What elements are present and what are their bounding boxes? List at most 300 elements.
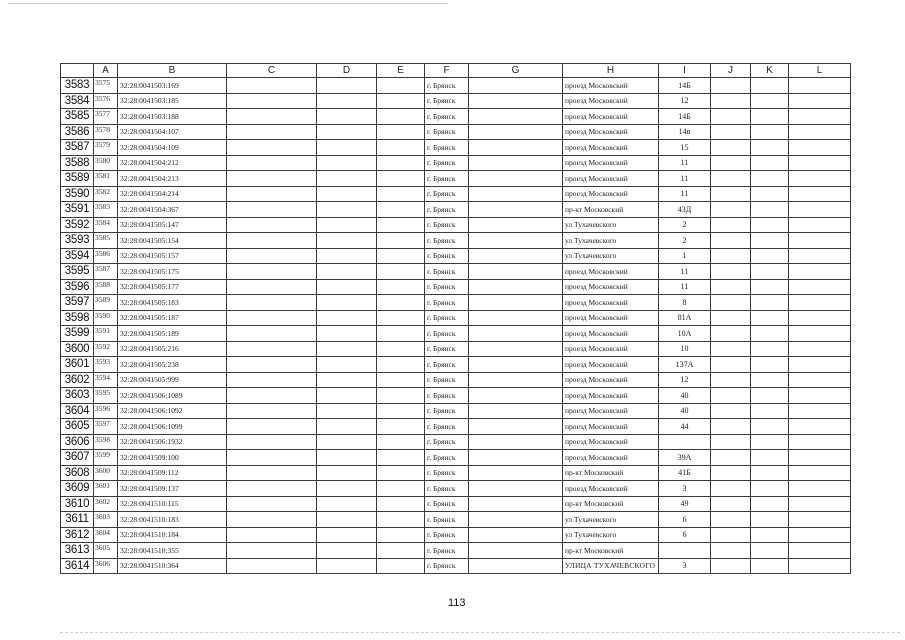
empty-cell-j <box>711 527 751 543</box>
empty-cell-d <box>317 434 377 450</box>
top-rule <box>8 3 448 4</box>
cadastral-number-cell: 32:28:0041510:355 <box>118 543 227 559</box>
table-row <box>61 543 851 559</box>
row-number-cell: 3596 <box>61 279 94 295</box>
cadastral-number-cell: 32:28:0041510:115 <box>118 496 227 512</box>
empty-cell-j <box>711 512 751 528</box>
street-cell: ул Тухачевского <box>563 233 659 249</box>
table-row <box>61 295 851 311</box>
street-cell: пр-кт Московский <box>563 465 659 481</box>
city-cell: г. Брянск <box>425 326 469 342</box>
empty-cell-d <box>317 217 377 233</box>
house-number-cell <box>659 434 711 450</box>
table-row <box>61 171 851 187</box>
empty-cell-j <box>711 558 751 574</box>
empty-cell-k <box>751 78 789 94</box>
empty-cell-d <box>317 109 377 125</box>
empty-cell-k <box>751 93 789 109</box>
index-cell: 3582 <box>94 186 118 202</box>
empty-cell-g <box>469 248 563 264</box>
empty-cell-g <box>469 186 563 202</box>
street-cell: ул Тухачевского <box>563 512 659 528</box>
empty-cell-l <box>789 403 851 419</box>
index-cell: 3589 <box>94 295 118 311</box>
row-number-cell: 3607 <box>61 450 94 466</box>
row-number-cell: 3598 <box>61 310 94 326</box>
cadastral-number-cell: 32:28:0041505:154 <box>118 233 227 249</box>
table-row <box>61 388 851 404</box>
empty-cell-e <box>377 202 425 218</box>
house-number-cell: 14Б <box>659 78 711 94</box>
empty-cell-c <box>227 388 317 404</box>
row-number-cell: 3601 <box>61 357 94 373</box>
city-cell: г. Брянск <box>425 140 469 156</box>
index-cell: 3595 <box>94 388 118 404</box>
row-number-cell: 3587 <box>61 140 94 156</box>
empty-cell-c <box>227 434 317 450</box>
cadastral-number-cell: 32:28:0041504:109 <box>118 140 227 156</box>
empty-cell-e <box>377 496 425 512</box>
table-row <box>61 450 851 466</box>
empty-cell-d <box>317 295 377 311</box>
cadastral-number-cell: 32:28:0041505:216 <box>118 341 227 357</box>
column-header-f: F <box>425 64 469 78</box>
row-number-cell: 3611 <box>61 512 94 528</box>
empty-cell-e <box>377 233 425 249</box>
city-cell: г. Брянск <box>425 186 469 202</box>
empty-cell-d <box>317 155 377 171</box>
empty-cell-l <box>789 434 851 450</box>
empty-cell-k <box>751 403 789 419</box>
table-row <box>61 527 851 543</box>
empty-cell-j <box>711 403 751 419</box>
city-cell: г. Брянск <box>425 450 469 466</box>
cadastral-number-cell: 32:28:0041505:177 <box>118 279 227 295</box>
empty-cell-l <box>789 233 851 249</box>
empty-cell-k <box>751 419 789 435</box>
street-cell: пр-кт Московский <box>563 202 659 218</box>
street-cell: ул Тухачевского <box>563 527 659 543</box>
empty-cell-e <box>377 512 425 528</box>
empty-cell-g <box>469 419 563 435</box>
cadastral-number-cell: 32:28:0041505:999 <box>118 372 227 388</box>
index-cell: 3594 <box>94 372 118 388</box>
house-number-cell: 137А <box>659 357 711 373</box>
empty-cell-k <box>751 233 789 249</box>
empty-cell-d <box>317 403 377 419</box>
empty-cell-e <box>377 450 425 466</box>
column-header-h: H <box>563 64 659 78</box>
cadastral-number-cell: 32:28:0041509:137 <box>118 481 227 497</box>
house-number-cell: 11 <box>659 186 711 202</box>
cadastral-number-cell: 32:28:0041510:183 <box>118 512 227 528</box>
cadastral-number-cell: 32:28:0041504:367 <box>118 202 227 218</box>
house-number-cell: 8 <box>659 295 711 311</box>
house-number-cell: 12 <box>659 372 711 388</box>
street-cell: проезд Московский <box>563 279 659 295</box>
empty-cell-l <box>789 481 851 497</box>
empty-cell-c <box>227 558 317 574</box>
empty-cell-j <box>711 279 751 295</box>
empty-cell-l <box>789 295 851 311</box>
table-row <box>61 419 851 435</box>
cadastral-number-cell: 32:28:0041503:169 <box>118 78 227 94</box>
cadastral-number-cell: 32:28:0041506:1092 <box>118 403 227 419</box>
row-number-cell: 3583 <box>61 78 94 94</box>
table-row <box>61 202 851 218</box>
empty-cell-c <box>227 310 317 326</box>
empty-cell-k <box>751 434 789 450</box>
empty-cell-k <box>751 527 789 543</box>
empty-cell-d <box>317 527 377 543</box>
cadastral-number-cell: 32:28:0041505:238 <box>118 357 227 373</box>
empty-cell-l <box>789 140 851 156</box>
empty-cell-j <box>711 465 751 481</box>
empty-cell-d <box>317 558 377 574</box>
city-cell: г. Брянск <box>425 465 469 481</box>
city-cell: г. Брянск <box>425 419 469 435</box>
row-number-cell: 3586 <box>61 124 94 140</box>
empty-cell-g <box>469 264 563 280</box>
empty-cell-k <box>751 248 789 264</box>
house-number-cell: 40 <box>659 388 711 404</box>
empty-cell-l <box>789 496 851 512</box>
empty-cell-c <box>227 419 317 435</box>
empty-cell-l <box>789 419 851 435</box>
table-row <box>61 124 851 140</box>
index-cell: 3606 <box>94 558 118 574</box>
empty-cell-d <box>317 496 377 512</box>
row-number-cell: 3585 <box>61 109 94 125</box>
empty-cell-d <box>317 326 377 342</box>
empty-cell-e <box>377 155 425 171</box>
city-cell: г. Брянск <box>425 78 469 94</box>
cadastral-number-cell: 32:28:0041506:1089 <box>118 388 227 404</box>
empty-cell-g <box>469 527 563 543</box>
empty-cell-j <box>711 78 751 94</box>
cadastral-number-cell: 32:28:0041506:1099 <box>118 419 227 435</box>
empty-cell-k <box>751 496 789 512</box>
empty-cell-l <box>789 217 851 233</box>
cadastral-number-cell: 32:28:0041505:175 <box>118 264 227 280</box>
empty-cell-c <box>227 326 317 342</box>
empty-cell-j <box>711 388 751 404</box>
house-number-cell: 1 <box>659 248 711 264</box>
empty-cell-g <box>469 357 563 373</box>
index-cell: 3590 <box>94 310 118 326</box>
empty-cell-g <box>469 512 563 528</box>
empty-cell-d <box>317 78 377 94</box>
empty-cell-k <box>751 140 789 156</box>
row-number-cell: 3613 <box>61 543 94 559</box>
cadastral-number-cell: 32:28:0041510:184 <box>118 527 227 543</box>
column-header-i: I <box>659 64 711 78</box>
empty-cell-l <box>789 558 851 574</box>
empty-cell-e <box>377 78 425 94</box>
house-number-cell: 49 <box>659 496 711 512</box>
empty-cell-j <box>711 496 751 512</box>
empty-cell-e <box>377 326 425 342</box>
house-number-cell: 44 <box>659 419 711 435</box>
empty-cell-d <box>317 202 377 218</box>
empty-cell-c <box>227 140 317 156</box>
empty-cell-j <box>711 481 751 497</box>
row-number-cell: 3590 <box>61 186 94 202</box>
row-number-cell: 3597 <box>61 295 94 311</box>
column-header-d: D <box>317 64 377 78</box>
row-number-cell: 3589 <box>61 171 94 187</box>
city-cell: г. Брянск <box>425 264 469 280</box>
empty-cell-c <box>227 78 317 94</box>
table-row <box>61 481 851 497</box>
table-row <box>61 326 851 342</box>
street-cell: проезд Московский <box>563 450 659 466</box>
index-cell: 3605 <box>94 543 118 559</box>
empty-cell-c <box>227 481 317 497</box>
index-cell: 3578 <box>94 124 118 140</box>
index-cell: 3577 <box>94 109 118 125</box>
street-cell: проезд Московский <box>563 310 659 326</box>
empty-cell-e <box>377 310 425 326</box>
row-number-cell: 3602 <box>61 372 94 388</box>
empty-cell-e <box>377 264 425 280</box>
empty-cell-g <box>469 233 563 249</box>
row-number-cell: 3612 <box>61 527 94 543</box>
empty-cell-g <box>469 93 563 109</box>
empty-cell-g <box>469 310 563 326</box>
cadastral-number-cell: 32:28:0041510:364 <box>118 558 227 574</box>
empty-cell-g <box>469 558 563 574</box>
cadastral-number-cell: 32:28:0041504:212 <box>118 155 227 171</box>
table-row <box>61 155 851 171</box>
empty-cell-l <box>789 357 851 373</box>
empty-cell-c <box>227 341 317 357</box>
empty-cell-g <box>469 217 563 233</box>
cadastral-number-cell: 32:28:0041503:185 <box>118 93 227 109</box>
cadastral-number-cell: 32:28:0041504:213 <box>118 171 227 187</box>
empty-cell-k <box>751 450 789 466</box>
empty-cell-j <box>711 124 751 140</box>
empty-cell-l <box>789 465 851 481</box>
house-number-cell: 39А <box>659 450 711 466</box>
cadastral-number-cell: 32:28:0041505:183 <box>118 295 227 311</box>
street-cell: проезд Московский <box>563 372 659 388</box>
row-number-cell: 3614 <box>61 558 94 574</box>
empty-cell-d <box>317 388 377 404</box>
index-cell: 3599 <box>94 450 118 466</box>
index-cell: 3591 <box>94 326 118 342</box>
table-row <box>61 93 851 109</box>
empty-cell-d <box>317 93 377 109</box>
empty-cell-j <box>711 450 751 466</box>
row-number-cell: 3603 <box>61 388 94 404</box>
column-header-e: E <box>377 64 425 78</box>
empty-cell-e <box>377 124 425 140</box>
empty-cell-e <box>377 279 425 295</box>
empty-cell-l <box>789 372 851 388</box>
empty-cell-g <box>469 341 563 357</box>
city-cell: г. Брянск <box>425 403 469 419</box>
city-cell: г. Брянск <box>425 279 469 295</box>
index-cell: 3575 <box>94 78 118 94</box>
table-row <box>61 434 851 450</box>
row-number-cell: 3600 <box>61 341 94 357</box>
house-number-cell: 3 <box>659 558 711 574</box>
empty-cell-l <box>789 341 851 357</box>
house-number-cell: 10 <box>659 341 711 357</box>
empty-cell-g <box>469 279 563 295</box>
empty-cell-k <box>751 171 789 187</box>
empty-cell-c <box>227 512 317 528</box>
street-cell: проезд Московский <box>563 434 659 450</box>
cadastral-number-cell: 32:28:0041505:147 <box>118 217 227 233</box>
table-row <box>61 186 851 202</box>
empty-cell-d <box>317 310 377 326</box>
empty-cell-j <box>711 264 751 280</box>
table-row <box>61 512 851 528</box>
city-cell: г. Брянск <box>425 357 469 373</box>
table-row <box>61 403 851 419</box>
bottom-rule <box>60 632 900 633</box>
city-cell: г. Брянск <box>425 543 469 559</box>
empty-cell-l <box>789 450 851 466</box>
house-number-cell: 41Б <box>659 465 711 481</box>
empty-cell-j <box>711 543 751 559</box>
empty-cell-c <box>227 357 317 373</box>
empty-cell-g <box>469 496 563 512</box>
empty-cell-d <box>317 357 377 373</box>
empty-cell-g <box>469 78 563 94</box>
cadastral-number-cell: 32:28:0041503:188 <box>118 109 227 125</box>
row-number-cell: 3599 <box>61 326 94 342</box>
house-number-cell: 11 <box>659 279 711 295</box>
table-row <box>61 372 851 388</box>
index-cell: 3587 <box>94 264 118 280</box>
cadastral-number-cell: 32:28:0041509:112 <box>118 465 227 481</box>
empty-cell-j <box>711 372 751 388</box>
empty-cell-g <box>469 450 563 466</box>
empty-cell-j <box>711 109 751 125</box>
empty-cell-c <box>227 171 317 187</box>
empty-cell-c <box>227 109 317 125</box>
house-number-cell: 81А <box>659 310 711 326</box>
street-cell: проезд Московский <box>563 357 659 373</box>
empty-cell-c <box>227 233 317 249</box>
empty-cell-g <box>469 155 563 171</box>
empty-cell-e <box>377 558 425 574</box>
empty-cell-k <box>751 372 789 388</box>
empty-cell-g <box>469 109 563 125</box>
city-cell: г. Брянск <box>425 372 469 388</box>
empty-cell-d <box>317 264 377 280</box>
table-row <box>61 558 851 574</box>
city-cell: г. Брянск <box>425 310 469 326</box>
empty-cell-j <box>711 93 751 109</box>
column-header-j: J <box>711 64 751 78</box>
city-cell: г. Брянск <box>425 124 469 140</box>
empty-cell-g <box>469 124 563 140</box>
street-cell: проезд Московский <box>563 140 659 156</box>
empty-cell-e <box>377 295 425 311</box>
table-row <box>61 140 851 156</box>
empty-cell-d <box>317 512 377 528</box>
empty-cell-e <box>377 140 425 156</box>
empty-cell-g <box>469 434 563 450</box>
table-row <box>61 465 851 481</box>
table-row <box>61 248 851 264</box>
empty-cell-k <box>751 543 789 559</box>
empty-cell-k <box>751 109 789 125</box>
empty-cell-e <box>377 388 425 404</box>
city-cell: г. Брянск <box>425 109 469 125</box>
empty-cell-j <box>711 295 751 311</box>
row-number-cell: 3595 <box>61 264 94 280</box>
row-number-cell: 3608 <box>61 465 94 481</box>
street-cell: пр-кт Московский <box>563 496 659 512</box>
row-number-cell: 3594 <box>61 248 94 264</box>
empty-cell-g <box>469 465 563 481</box>
empty-cell-g <box>469 403 563 419</box>
row-number-cell: 3609 <box>61 481 94 497</box>
row-number-cell: 3591 <box>61 202 94 218</box>
table-row <box>61 279 851 295</box>
empty-cell-d <box>317 450 377 466</box>
house-number-cell: 6 <box>659 527 711 543</box>
index-cell: 3603 <box>94 512 118 528</box>
empty-cell-d <box>317 186 377 202</box>
empty-cell-c <box>227 465 317 481</box>
empty-cell-l <box>789 264 851 280</box>
house-number-cell: 11 <box>659 155 711 171</box>
empty-cell-g <box>469 202 563 218</box>
index-cell: 3586 <box>94 248 118 264</box>
street-cell: проезд Московский <box>563 78 659 94</box>
street-cell: проезд Московский <box>563 171 659 187</box>
street-cell: проезд Московский <box>563 124 659 140</box>
empty-cell-e <box>377 434 425 450</box>
empty-cell-d <box>317 419 377 435</box>
column-header-row <box>61 64 851 78</box>
index-cell: 3576 <box>94 93 118 109</box>
house-number-cell: 3 <box>659 481 711 497</box>
empty-cell-l <box>789 248 851 264</box>
empty-cell-c <box>227 186 317 202</box>
empty-cell-k <box>751 186 789 202</box>
index-cell: 3596 <box>94 403 118 419</box>
empty-cell-k <box>751 357 789 373</box>
cadastral-number-cell: 32:28:0041505:187 <box>118 310 227 326</box>
empty-cell-l <box>789 512 851 528</box>
index-cell: 3584 <box>94 217 118 233</box>
house-number-cell: 11 <box>659 264 711 280</box>
empty-cell-c <box>227 403 317 419</box>
table-row <box>61 264 851 280</box>
city-cell: г. Брянск <box>425 202 469 218</box>
cadastral-number-cell: 32:28:0041504:214 <box>118 186 227 202</box>
empty-cell-k <box>751 512 789 528</box>
empty-cell-d <box>317 124 377 140</box>
city-cell: г. Брянск <box>425 481 469 497</box>
city-cell: г. Брянск <box>425 388 469 404</box>
row-number-cell: 3605 <box>61 419 94 435</box>
empty-cell-j <box>711 155 751 171</box>
empty-cell-c <box>227 124 317 140</box>
city-cell: г. Брянск <box>425 217 469 233</box>
empty-cell-d <box>317 341 377 357</box>
street-cell: проезд Московский <box>563 419 659 435</box>
street-cell: пр-кт Московский <box>563 543 659 559</box>
cadastral-number-cell: 32:28:0041504:107 <box>118 124 227 140</box>
